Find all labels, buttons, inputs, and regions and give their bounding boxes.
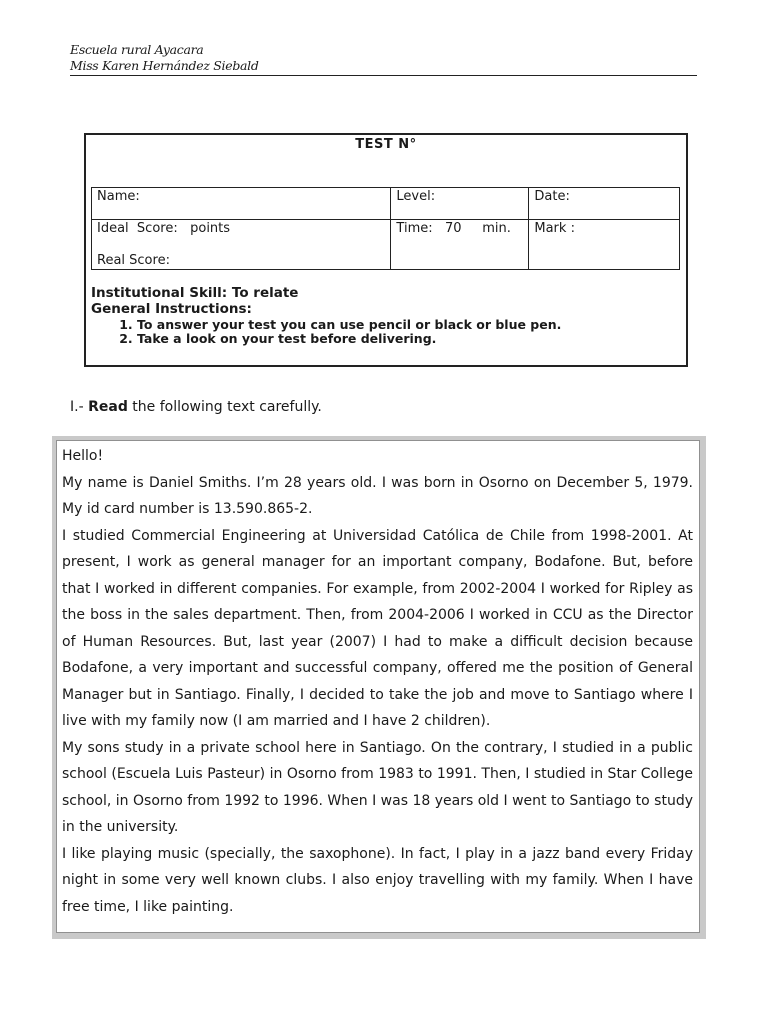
question-prompt xyxy=(70,399,322,415)
question-text: the following text carefully. xyxy=(132,399,322,415)
document-header xyxy=(70,42,697,76)
date-label: Date: xyxy=(534,189,570,204)
instructions-list xyxy=(91,318,561,346)
real-score-label: Real Score: xyxy=(97,253,170,268)
passage-paragraph: My name is Daniel Smiths. I’m 28 years old. I was born in Osorno on December 5, 1979. My id card number is 13.590.865-2. xyxy=(62,474,693,517)
mark-label: Mark : xyxy=(534,221,575,236)
institutional-skill: Institutional Skill: To relate xyxy=(91,285,299,301)
name-label: Name: xyxy=(97,189,140,204)
school-name: Escuela rural Ayacara xyxy=(70,42,204,57)
question-keyword: Read xyxy=(88,399,128,415)
passage-paragraph: I like playing music (specially, the saxophone). In fact, I play in a jazz band every Friday night in some very well known clubs. I also enjoy travelling with my family. When I have free time, I like painting. xyxy=(62,845,693,915)
level-field[interactable] xyxy=(391,188,529,220)
teacher-name: Miss Karen Hernández Siebald xyxy=(70,58,259,73)
score-field[interactable] xyxy=(92,220,391,270)
passage-paragraph: I studied Commercial Engineering at Universidad Católica de Chile from 1998-2001. At present, I work as general manager for an important company, Bodafone. But, before that I worked in different companies. For example, from 2002-2004 I worked for Ripley as the boss in the sales department. Then, from 2004-2006 I worked in CCU as the Director of Human Resources. But, last year (2007) I had to make a difficult decision because Bodafone, a very important and successful company, offered me the position of General Manager but in Santiago. Finally, I decided to take the job and move to Santiago where I live with my family now (I am married and I have 2 children). xyxy=(62,527,693,729)
student-info-table xyxy=(91,187,680,270)
level-label: Level: xyxy=(396,189,436,204)
reading-passage xyxy=(56,440,700,933)
instruction-item: 1. To answer your test you can use pencil or black or blue pen. xyxy=(137,318,561,332)
test-title: TEST N° xyxy=(355,137,417,152)
reading-passage-frame xyxy=(52,436,706,939)
question-number: I.- xyxy=(70,399,84,415)
passage-paragraph: My sons study in a private school here in Santiago. On the contrary, I studied in a public school (Escuela Luis Pasteur) in Osorno from 1983 to 1991. Then, I studied in Star College school, in Osorno from 1992 to 1996. When I was 18 years old I went to Santiago to study in the university. xyxy=(62,739,693,835)
date-field[interactable] xyxy=(529,188,680,220)
mark-field[interactable] xyxy=(529,220,680,270)
instructions-title: General Instructions: xyxy=(91,301,252,317)
time-field xyxy=(391,220,529,270)
name-field[interactable] xyxy=(92,188,391,220)
instruction-item: 2. Take a look on your test before delivering. xyxy=(137,332,561,346)
passage-paragraph: Hello! xyxy=(62,448,104,464)
test-info-box xyxy=(84,133,688,367)
ideal-score-label: Ideal Score: points xyxy=(97,221,231,236)
time-label: Time: 70 min. xyxy=(396,221,511,236)
